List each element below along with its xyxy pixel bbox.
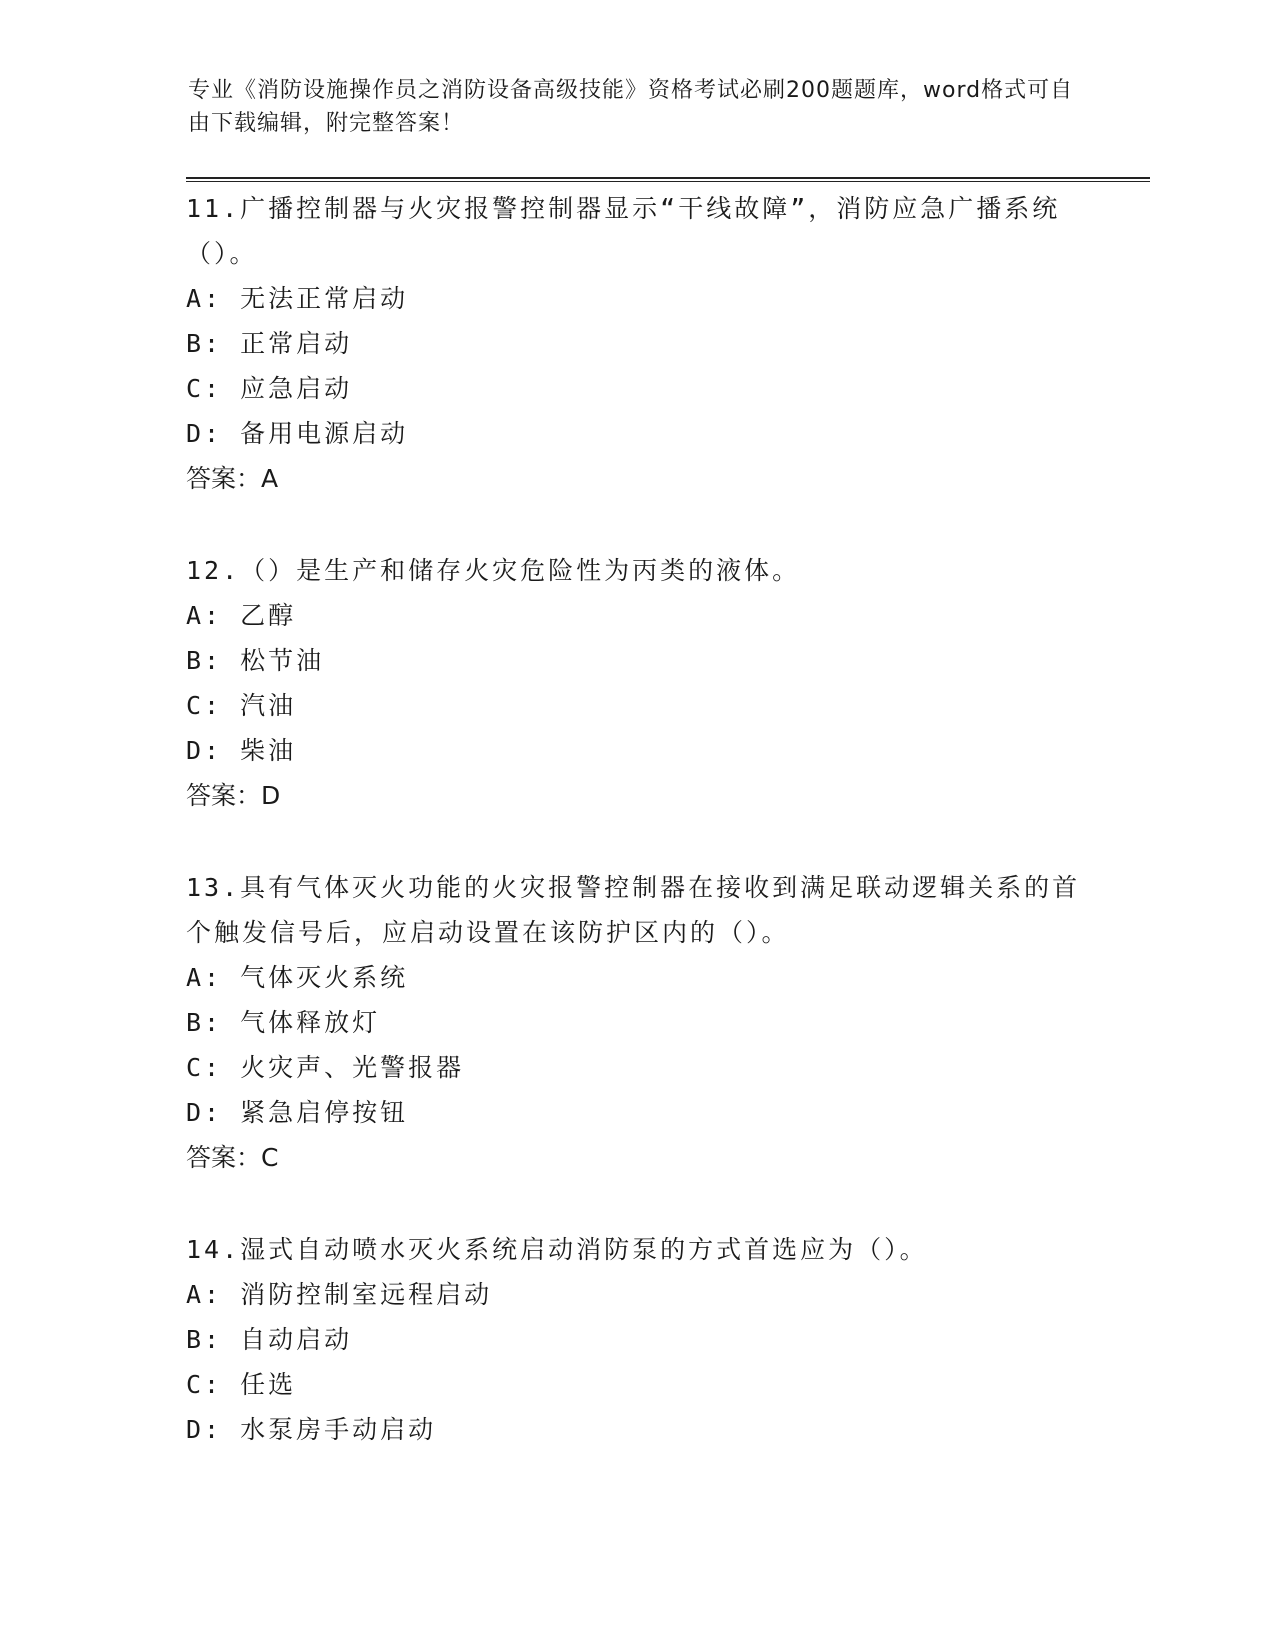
answer: 答案：C xyxy=(186,1143,279,1172)
question-list xyxy=(186,186,1086,1452)
option-a: A: 乙醇 xyxy=(186,601,297,630)
option-d: D: 紧急启停按钮 xyxy=(186,1098,409,1127)
question-stem: 12.（）是生产和储存火灾危险性为丙类的液体。 xyxy=(186,556,801,585)
option-b: B: 自动启动 xyxy=(186,1325,353,1354)
option-c: C: 汽油 xyxy=(186,691,297,720)
option-a: A: 气体灭火系统 xyxy=(186,963,409,992)
answer: 答案：D xyxy=(186,781,281,810)
question-14 xyxy=(186,1227,1086,1452)
option-d: D: 柴油 xyxy=(186,736,297,765)
option-b: B: 松节油 xyxy=(186,646,325,675)
question-stem: 11.广播控制器与火灾报警控制器显示“干线故障”，消防应急广播系统（）。 xyxy=(186,194,1061,268)
question-stem: 13.具有气体灭火功能的火灾报警控制器在接收到满足联动逻辑关系的首个触发信号后，应启动设置在该防护区内的（）。 xyxy=(186,873,1081,947)
header-divider xyxy=(186,177,1150,179)
question-13 xyxy=(186,865,1086,1180)
option-b: B: 正常启动 xyxy=(186,329,353,358)
question-12 xyxy=(186,548,1086,818)
header-divider-thin xyxy=(186,181,1150,182)
option-b: B: 气体释放灯 xyxy=(186,1008,381,1037)
answer: 答案：A xyxy=(186,464,279,493)
question-stem: 14.湿式自动喷水灭火系统启动消防泵的方式首选应为（）。 xyxy=(186,1235,928,1264)
option-a: A: 无法正常启动 xyxy=(186,284,409,313)
option-d: D: 水泵房手动启动 xyxy=(186,1415,437,1444)
option-d: D: 备用电源启动 xyxy=(186,419,409,448)
question-11 xyxy=(186,186,1086,501)
option-c: C: 应急启动 xyxy=(186,374,353,403)
option-c: C: 火灾声、光警报器 xyxy=(186,1053,465,1082)
option-a: A: 消防控制室远程启动 xyxy=(186,1280,493,1309)
option-c: C: 任选 xyxy=(186,1370,297,1399)
document-header: 专业《消防设施操作员之消防设备高级技能》资格考试必刷200题题库，word格式可自由下载编辑，附完整答案！ xyxy=(188,78,1074,136)
